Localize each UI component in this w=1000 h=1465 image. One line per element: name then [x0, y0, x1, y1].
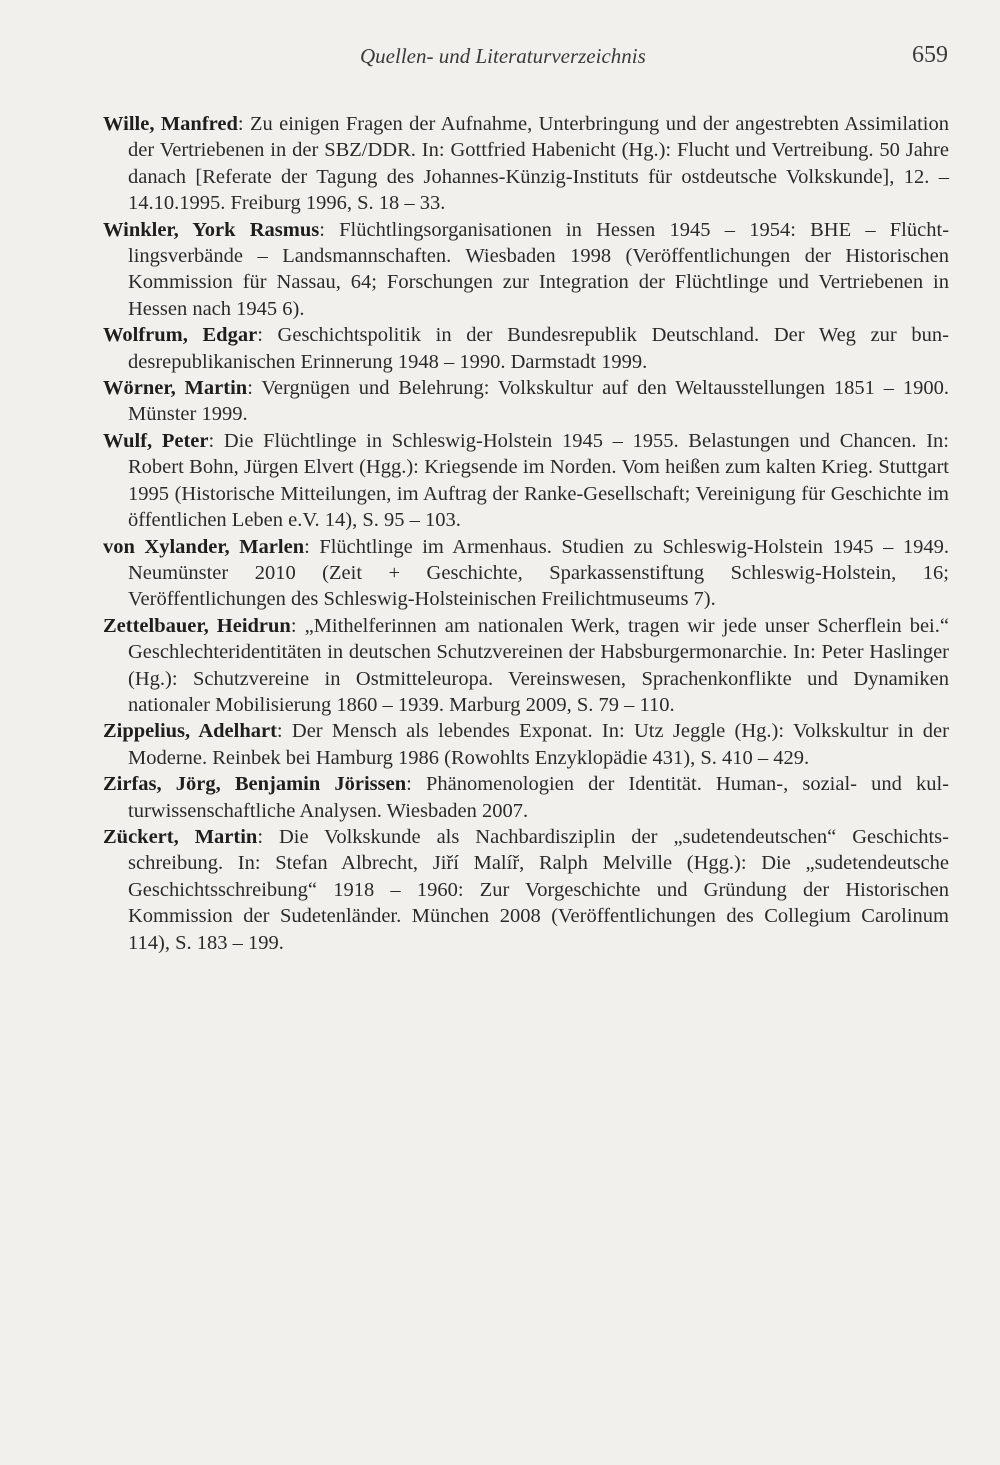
entry-text: : Flüchtlingsorganisationen in Hessen 1945 – 1954: BHE – Flüchtlingsverbände – Landsmannschaften. Wiesbaden 1998 (Veröffentlichungen der Historischen Kommission für Nassau, 64; Forschungen zur Integration der Flüchtlinge und Vertriebenen in Hessen nach 1945 6).	[128, 218, 950, 320]
entry-text: : Die Flüchtlinge in Schleswig-Holstein 1945 – 1955. Belastungen und Chancen. In: Robert Bohn, Jürgen Elvert (Hgg.): Kriegsende im Norden. Vom heißen zum kalten Krieg. Stuttgart 1995 (Historische Mitteilungen, im Auftrag der Ranke-Gesellschaft; Vereinigung für Geschichte im öffentlichen Leben e.V. 14), S. 95 – 103.	[128, 429, 949, 532]
entry-text: : Vergnügen und Belehrung: Volkskultur auf den Weltausstellungen 1851 – 1900. Münster 1999.	[128, 377, 949, 426]
bibliography-entry	[103, 824, 949, 956]
page-number: 659	[912, 42, 948, 68]
entry-text: : Zu einigen Fragen der Aufnahme, Unterbringung und der angestrebten Assimilation der Vertriebenen in der SBZ/DDR. In: Gottfried Habenicht (Hg.): Flucht und Vertreibung. 50 Jahre danach [Referate der Tagung des Johannes-Künzig-Instituts für ostdeutsche Volkskunde], 12. – 14.10.1995. Freiburg 1996, S. 18 – 33.	[128, 113, 950, 215]
bibliography-entry	[103, 534, 949, 613]
entry-text: : „Mithelferinnen am nationalen Werk, tragen wir jede unser Scherflein bei.“ Geschlechteridentitäten in deutschen Schutzvereinen der Habsburgermonarchie. In: Peter Haslinger (Hg.): Schutzvereine in Ostmitteleuropa. Vereinswesen, Sprachenkonflikte und Dynamiken nationaler Mobilisierung 1860 – 1939. Marburg 2009, S. 79 – 110.	[128, 614, 949, 716]
entry-author: Zippelius, Adelhart	[103, 720, 277, 743]
bibliography-entry	[103, 718, 949, 771]
entry-author: Zückert, Martin	[103, 825, 258, 848]
entry-text: : Der Mensch als lebendes Exponat. In: Utz Jeggle (Hg.): Volkskultur in der Moderne. Reinbek bei Hamburg 1986 (Rowohlts Enzyklopädie 431), S. 410 – 429.	[128, 720, 949, 769]
bibliography-entry	[103, 613, 949, 719]
entry-author: Zettelbauer, Heidrun	[103, 614, 291, 637]
entry-author: Wille, Manfred	[103, 113, 238, 135]
bibliography-list	[103, 111, 949, 956]
entry-text: : Flüchtlinge im Armenhaus. Studien zu Schleswig-Holstein 1945 – 1949. Neumünster 2010 (Zeit + Geschichte, Sparkassenstiftung Schleswig-Holstein, 16; Veröffentlichungen des Schleswig-Holsteinischen Freilichtmuseums 7).	[128, 535, 949, 611]
entry-author: Wörner, Martin	[103, 377, 248, 400]
running-header	[0, 44, 1000, 74]
bibliography-entry	[103, 375, 949, 428]
entry-author: Zirfas, Jörg, Benjamin Jörissen	[103, 773, 407, 796]
entry-author: Wulf, Peter	[103, 429, 209, 452]
running-title: Quellen- und Literaturverzeichnis	[360, 44, 646, 68]
entry-text: : Phänomenologien der Identität. Human-, sozial- und kulturwissenschaftliche Analysen. Wiesbaden 2007.	[128, 773, 949, 822]
bibliography-entry	[103, 217, 949, 323]
bibliography-entry	[103, 322, 949, 375]
bibliography-entry	[103, 428, 949, 534]
entry-author: von Xylander, Marlen	[103, 535, 305, 558]
bibliography-entry	[103, 111, 949, 217]
bibliography-entry	[103, 771, 949, 824]
entry-text: : Geschichtspolitik in der Bundesrepublik Deutschland. Der Weg zur bundesrepublikanischen Erinnerung 1948 – 1990. Darmstadt 1999.	[128, 324, 949, 373]
entry-author: Wolfrum, Edgar	[103, 324, 258, 347]
entry-author: Winkler, York Rasmus	[103, 218, 320, 241]
entry-text: : Die Volkskunde als Nachbardisziplin der „sudetendeutschen“ Geschichtsschreibung. In: Stefan Albrecht, Jiří Malíř, Ralph Melville (Hgg.): Die „sudetendeutsche Geschichtsschreibung“ 1918 – 1960: Zur Vorgeschichte und Gründung der Historischen Kommission der Sudetenländer. München 2008 (Veröffentlichungen des Collegium Carolinum 114), S. 183 – 199.	[128, 825, 949, 954]
